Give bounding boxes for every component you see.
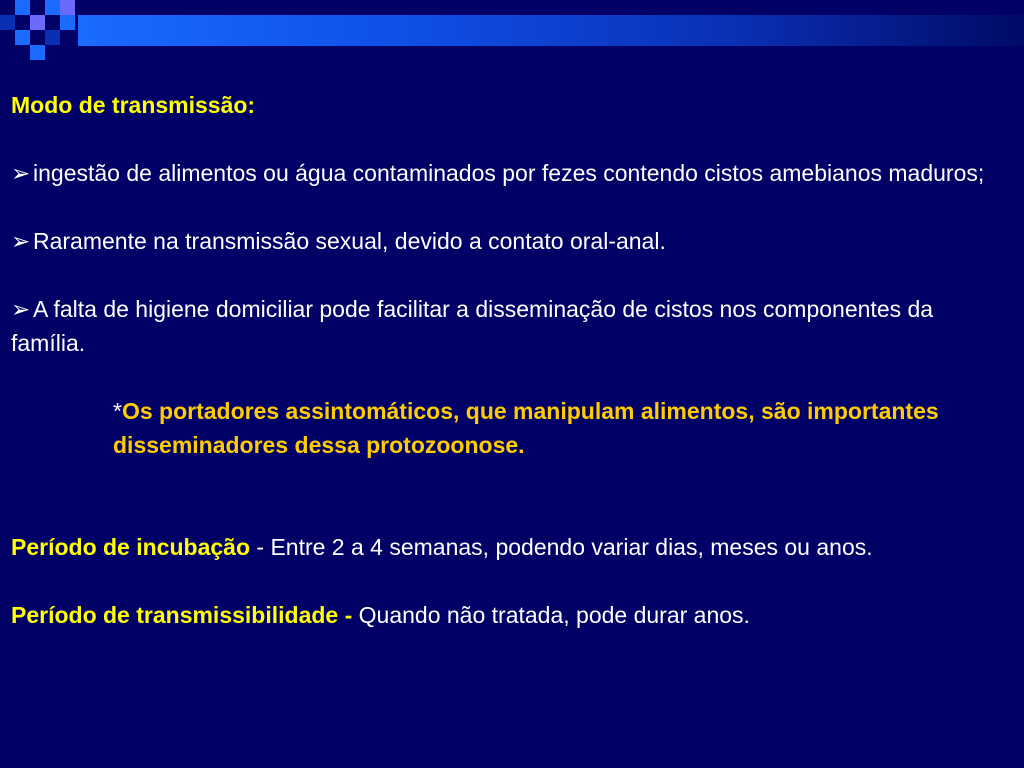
arrow-bullet-icon: ➢ [11,228,31,254]
transmissibility-text: Quando não tratada, pode durar anos. [358,602,750,628]
note-text: Os portadores assintomáticos, que manipulam alimentos, são importantes disseminadores dessa protozoonose. [113,398,939,458]
transmissibility-separator: - [338,602,359,628]
decor-square [60,15,75,30]
arrow-bullet-icon: ➢ [11,296,31,322]
decor-square [0,15,15,30]
decor-square [30,15,45,30]
decorative-header [0,0,1024,62]
bullet-text: ingestão de alimentos ou água contaminados por fezes contendo cistos amebianos maduros; [33,160,985,186]
transmissibility-label: Período de transmissibilidade [11,602,339,628]
bullet-item [11,224,1011,258]
bullet-text: Raramente na transmissão sexual, devido a contato oral-anal. [33,228,666,254]
decor-square [45,0,60,15]
incubation-text: - Entre 2 a 4 semanas, podendo variar dias, meses ou anos. [250,534,873,560]
bullet-item [11,156,1011,190]
note-asterisk: * [113,398,122,424]
incubation-period [11,530,1011,564]
decor-square [15,0,30,15]
highlight-note [11,394,1011,462]
slide-content [11,88,1011,632]
bullet-item [11,292,1011,360]
transmissibility-period [11,598,1011,632]
header-gradient-bar [78,15,1024,46]
bullet-text: A falta de higiene domiciliar pode facilitar a disseminação de cistos nos componentes da família. [11,296,934,356]
section-heading: Modo de transmissão: [11,92,256,118]
arrow-bullet-icon: ➢ [11,160,31,186]
decor-square [30,45,45,60]
decor-square [60,0,75,15]
incubation-label: Período de incubação [11,534,250,560]
decor-square [45,30,60,45]
decor-square [15,30,30,45]
